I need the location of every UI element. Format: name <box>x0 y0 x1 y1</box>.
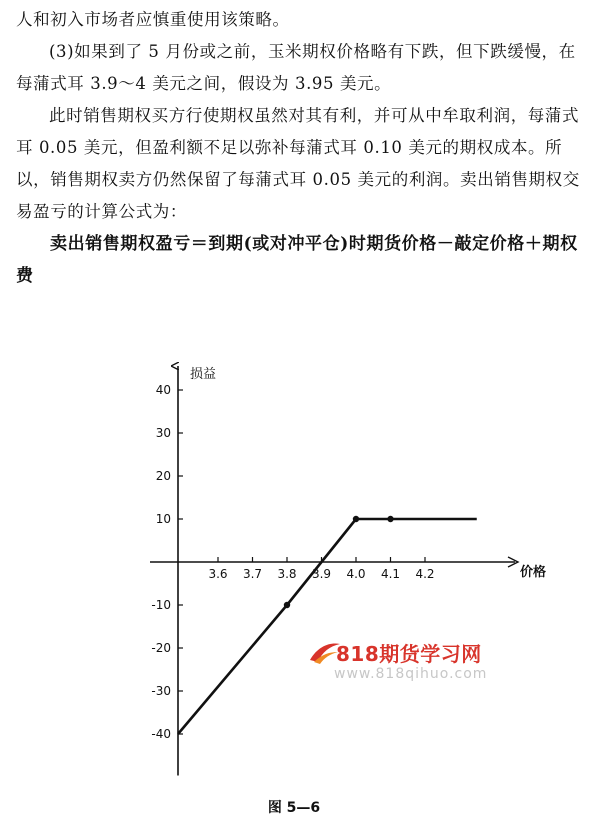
x-tick-label: 3.8 <box>277 567 297 581</box>
y-tick-label: -30 <box>151 684 171 698</box>
x-tick-label: 3.9 <box>311 567 332 581</box>
paragraph-line-1: 人和初入市场者应慎重使用该策略。 <box>16 10 290 29</box>
formula-paragraph: 卖出销售期权盈亏＝到期(或对冲平仓)时期货价格－敲定价格＋期权费 <box>16 234 578 286</box>
data-point <box>284 602 290 608</box>
data-point <box>387 516 393 522</box>
watermark <box>308 636 548 696</box>
figure-caption: 图 5—6 <box>267 800 321 816</box>
y-tick-label: -10 <box>151 598 171 612</box>
y-tick-label: 40 <box>155 383 171 397</box>
watermark-brand: 818期货学习网 <box>336 642 482 666</box>
x-tick-label: 3.6 <box>208 567 228 581</box>
x-axis-label: 价格 <box>520 565 547 580</box>
data-point <box>353 516 359 522</box>
x-tick-label: 4.0 <box>346 567 366 581</box>
paragraph-case-3: (3)如果到了 5 月份或之前，玉米期权价格略有下跌，但下跌缓慢，在每蒲式耳 3.9～4 美元之间，假设为 3.95 美元。 <box>16 42 576 93</box>
x-tick-label: 4.1 <box>380 567 401 581</box>
document-body <box>16 4 581 292</box>
profit-loss-chart <box>0 340 591 832</box>
payoff-line <box>178 519 477 734</box>
y-axis-label: 损益 <box>190 367 217 382</box>
chart-series <box>178 516 477 734</box>
y-tick-label: 10 <box>155 512 171 526</box>
y-tick-label: 30 <box>155 426 171 440</box>
y-tick-label: 20 <box>155 469 171 483</box>
y-tick-label: -40 <box>151 727 171 741</box>
chart-axes <box>150 366 518 776</box>
x-tick-label: 3.7 <box>242 567 263 581</box>
x-tick-label: 4.2 <box>415 567 435 581</box>
watermark-url: www.818qihuo.com <box>334 666 488 682</box>
y-tick-label: -20 <box>151 641 171 655</box>
paragraph-explanation: 此时销售期权买方行使期权虽然对其有利，并可从中牟取利润，每蒲式耳 0.05 美元，但盈利额不足以弥补每蒲式耳 0.10 美元的期权成本。所以，销售期权卖方仍然保留了每蒲式耳 0.05 美元的利润。卖出销售期权交易盈亏的计算公式为： <box>16 106 580 221</box>
